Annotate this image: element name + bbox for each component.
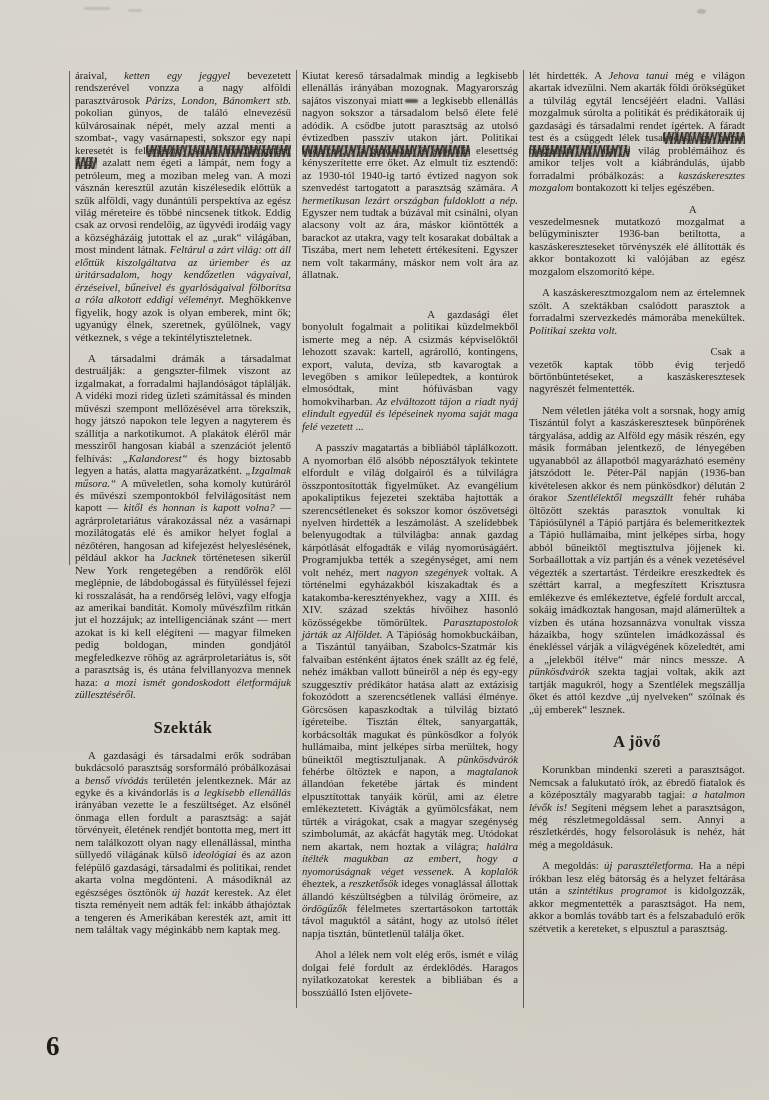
emphasis-text: koplalók — [480, 865, 519, 878]
paragraph: A kaszáskeresztmozgalom nem az értelemnek szólt. A szektákban csalódott parasztok a forradalmi szervezkedés mámorába menekültek. Politikai szekta volt. — [529, 287, 745, 337]
paragraph: áraival, ketten egy jeggyel bevezetett rendszerével vonzza a nagy alföldi parasztvárosok Párizs, London, Bánomkert stb. pokolian gúnyos, de találó elnevezésű külvárosainak népét, mely azzal menti a szombat-, vagy vasárnapesti, sokszor egy napi keresetét is felemésztő családi mozilátogatást, hogy azalatt nem égeti a lámpát, nem fogy a petróleum, meg a moziban meleg van. A mozi vásznán keresztül azután kiszélesedik előttük a szűk alföldi, vagy dunántúli perspektíva az egész világ méreteire és többé nincsenek titkok. Eddig csak az orvosi rendelőig, az ügyvédi irodáig vagy a községházáig jutottak el az „urak“ világában, most mindent látnak. Feltárul a zárt világ: ott áll előttük kiszolgáltatva az úriember és az úritársadalom, hogy kendőzetlen vágyaival, érzéseivel, bűneivel és gyarlóságaival fölborítsa a róla alkotott eddigi véleményt. Meghökkenve figyelik, hogy azok is olyan emberek, mint ők; ugyanúgy élnek, szeretnek, gyűlölnek, vagy vétkeznek, s vége a tekintélytiszteletnek. — [75, 70, 291, 344]
emphasis-text: pünkösdvárók — [529, 666, 590, 679]
paragraph: A megoldás: új parasztéletforma. Ha a népi írókban lesz elég bátorság és a helyzet feltárása után a szintétikus programot is kidolgozzák, akkor megmentették a parasztságot. Ha nem, akkor a bomlás tovább tart és a felszabaduló erők szétvetik a kereteket, s elpusztul a parasztság. — [529, 860, 745, 935]
section-heading: A jövő — [613, 732, 661, 752]
emphasis-text: ketten egy jeggyel — [124, 70, 231, 82]
emphasis-text: nagyon szegények — [386, 566, 468, 579]
paragraph: Ahol a lélek nem volt elég erős, ismét e világ dolgai felé fordult az érdeklődés. Haragos nyilatkozatokat kerestek a bibliában és a bosszúálló Isten eljövete- — [302, 949, 518, 999]
emphasis-text: Parasztapostolok járták az Alföldet. — [302, 616, 518, 642]
paragraph: A veszedelmesnek mutatkozó mozgalmat a belügyminiszter 1936-ban betiltotta, a kaszáskereszteseket törvényszék elé állították és akkor bontakozott ki valójában az egész mozgalom elszomorító képe. — [529, 203, 745, 278]
scan-speckle — [128, 9, 142, 12]
emphasis-text: Párizs, London, Bánomkert stb. — [145, 94, 291, 107]
section-heading: Szekták — [153, 717, 213, 737]
emphasis-text: ideológiai — [192, 849, 237, 862]
emphasis-text: Szentlélektől megszállt — [567, 492, 673, 505]
page-content — [75, 70, 745, 1008]
paragraph: Nem véletlen játéka volt a sorsnak, hogy amíg Tiszántúl folyt a kaszáskeresztesek bűnpörének tárgyalása, addig az Alföld egy másik részén, egy másik formában jelentkező, de lényegében ugyanabból az állapotból magyarázható esemény játszódott le. Péter-Pál napján (1936-ban kivételesen akkor és nem pünkösdkor) délután 2 órakor Szentlélektől megszállt fehér ruhába öltözött szektás parasztok vonultak ki Tápiósülynél a Tápió partjára és belemerítkeztek a Tápió hullámaiba, mint jelképes sírba, hogy abból bűneiktől megtisztulva jöjjenek ki. Sorbaállottak a víz partján és a vének vezetésével végezték a szertartást. Térdeikre ereszkedtek és széttárt karral, a megfeszített Krisztusra emlékezve és emlékeztetve, égfelé fordult arccal, sokáig imádkoztak hangosan, majd alámerültek a vízben és utána hozsannázva vonultak vissza házaikba, hogy szűntelen imádkozással és énekléssel várják a világvégének közeledtét, ami a „jelekből ítélve“ már nincs messze. A pünkösdvárók szekta tagjai voltak, akik azt tartják magukról, hogy a Szentlélek megszállja őket és attól kezdve „új nyelveken“ szólnak és „új emberek“ lesznek. — [529, 404, 745, 716]
emphasis-text: reszketősök — [348, 878, 399, 891]
emphasis-text: A hermetikusan lezárt országban fuldoklott a nép. — [302, 182, 518, 207]
text-column-1 — [75, 70, 291, 1008]
pencil-scribble: kodása így hamar megtalálta az utat e — [529, 132, 746, 157]
emphasis-text: a hatalmon lévők is! — [529, 789, 745, 814]
emphasis-text: benső vívódás — [84, 774, 149, 787]
paragraph: lét hirdették. A Jehova tanui még e világon akartak idvezülni. Nem akarták földi örökségüket a túlvilág egytál lencséjéért eladni. Vallási mozgalmuk súrolta a politikát és prédikátoraik új gazdasági és társadalmi rendet ígértek. A fáradt test és a csüggedt lélek tusakodása így hamar megtalálta az utat e világ problémáihoz és amikor teljes volt a kiábrándulás, újabb forradalmi próbálkozás: a kaszáskeresztes mozgalom bontakozott ki teljes egészében. — [529, 70, 746, 195]
pencil-scribble: kudarcok, s a gazdasági és szociális — [302, 144, 471, 157]
emphasis-text: kitől és honnan is kapott volna? — [123, 502, 275, 515]
emphasis-text: Jehova tanui — [608, 70, 669, 82]
emphasis-text: kaszáskeresztes mozgalom — [529, 169, 745, 195]
emphasis-text: Az elváltozott tájon a riadt nyáj elindult egyedül és lépéseinek nyoma saját maga felé vezetett ... — [302, 395, 518, 433]
scan-speckle — [84, 7, 110, 10]
emphasis-text: szintétikus programot — [568, 885, 667, 898]
emphasis-text: Politikai szekta volt. — [529, 324, 618, 337]
emphasis-text: Jacknek — [161, 552, 197, 565]
pencil-scribble: emésztő családi mozilátogatást, hogy — [75, 144, 291, 170]
emphasis-text: halálra ítélték magukban az embert, hogy a nyomorúságnak véget vessenek. — [302, 840, 518, 878]
emphasis-text: „Kalandorest“ — [122, 452, 188, 465]
paragraph: A passzív magatartás a bibliából táplálkozott. A nyomorban élő alsóbb néposztályok tekintete elfordult e világ dolgairól és a túlvilágra összpontosították figyelmüket. Az evangélium apokaliptikus fejezetei szektába hajtották a szerencsétleneket és sokszor komor ószövetségi nyelven hirdették a leszámolást. A szelídebbek belenyugodtak a túlvilágba: annak gazdag kárpótlását elfogadták e világ nyomorúságáért. Programjukba tették a szegénységet, ami nem volt nehéz, mert nagyon szegények voltak. A történelmi egyházakból kiszakadtak és a katakomba-keresztényekhez, vagy a XIII. és XIV. század szektás hívőihez hasonló közösségekbe tömörültek. Parasztapostolok járták az Alföldet. A Tápióság homokbuckáiban, a Tiszántúl tanyáiban, Szabolcs-Szatmár kis falvaiban esténként ájtatos ének szállt az ég felé, nehéz imákban vallott bűneiről a nép és egy-egy szuggesztív prédikátor hatása alatt az extázisig fokozódott a szerencsétlenek vallási élménye. Görcsösen kapaszkodtak a túlvilág biztató ígéreteibe. Tisztán éltek, sanyargatták, korbácsolták magukat és pünkösdkor a folyók hullámaiba, mint jelképes sírba merültek, hogy bűneiktől megtisztuljanak. A pünkösdvárók fehérbe öltöztek e napon, a magtalanok állandóan feketébe jártak és mindent elpusztítottak tanyáik körül, ami az életre emlékeztetett. Kivágták a gyümölcsfákat, nem tűrték a virágokat, csak a magyar szegénység szimbolumát, az akácfát hagyták meg. Utódokat nem akartak, nem hoztak a világra; halálra ítélték magukban az embert, hogy a nyomorúságnak véget vessenek. A koplalók éheztek, a reszketősök ideges vonaglással állottak állandó készültségben a túlvilág örömeire, az ördögűzők félelmetes szertartásokon tartották távol maguktól a sátánt, hogy az utolsó ítélet napja tisztán, büntetlenül találja őket. — [302, 442, 519, 940]
page-number: 6 — [46, 1031, 61, 1061]
emphasis-text: új parasztéletforma. — [603, 860, 694, 873]
paragraph: Csak a vezetők kaptak több évig terjedő börtönbüntetéseket, a kaszáskeresztesek nagyrészét felmentették. — [529, 346, 745, 396]
emphasis-text: magtalanok — [467, 766, 518, 779]
emphasis-text: Feltárul a zárt világ: ott áll előttük kiszolgáltatva az úriember és az úritársadalom, hogy kendőzetlen vágyaival, érzéseivel, bűneivel és gyarlóságaival fölborítsa a róla alkotott eddigi véleményt. — [75, 244, 291, 307]
text-column-2 — [296, 70, 518, 1008]
emphasis-text: új hazát — [171, 886, 209, 899]
scan-speckle — [697, 9, 706, 14]
paragraph: A gazdasági élet bonyolult fogalmait a politikai küzdelmekből ismerte meg a nép. A csizmás képviselőktől lehozott szavak: kartell, agrárolló, kontingens, export, valuta, devíza, stb kavarogtak a levegőben s amikor leülepedtek, a kontúrok elmosódtak, mint hófúvásban vagy homokviharban. Az elváltozott tájon a riadt nyáj elindult egyedül és lépéseinek nyoma saját maga felé vezetett ... — [302, 308, 518, 433]
paragraph: A társadalmi drámák a társadalmat destruálják: a gengszter-filmek viszont az izgalmakat, a forradalmi hajlandóságot táplálják. A vidéki mozi rideg üzleti számítással és minden művészi szempont mellőzésével arra törekszik, hogy játszó napokon tele legyen a nagyterem és szállítja a narkotikumot. A plakátok éléről már messziről hangosan kiabál a szenzációt jelentő felhívás: „Kalandorest“ és hogy biztosabb legyen a hatás, alatta magyarázatként. „Izgalmak műsora.“ A műveletlen, soha komoly kutúráról és művészi szempontokból felvilágosítást nem kapott — kitől és honnan is kapott volna? — agrárproletariátus várakozással néz a vasárnapi mozilátogatás elé és amikor helyet foglal a nézőtéren, hangosan ad kifejezést helyeslésének, például akkor ha Jacknek történetesen sikerül New York rengetegében a rendőrök elől meglépnie, de lábdobogással és fütyüléssel fejezi ki rosszalását, ha a rendőrség lelövi, vagy elfogja az amerikai banditát. Komoly művészfilm ritkán jut el hozzájuk; az intelligenciának szánt — mert azokat is ki kell elégíteni — magyar filmeken pedig boldogan, minden gondjától megfeledkezve röhög az agrárproletariátus is, sőt a parasztság is, és utána felvillanyozva mennek haza: a mozi ismét gondoskodott életformájuk züllesztéséről. — [75, 352, 291, 702]
emphasis-text: pünkösdvárók — [457, 753, 518, 766]
ink-smudge — [405, 99, 418, 103]
emphasis-text: ördögűzők — [302, 903, 348, 915]
paragraph: Korunkban mindenki szereti a parasztságot. Nemcsak a falukutató írók, az ébredő fiatalok és a középosztály magyarabb tagjai: a hatalmon lévők is! Segíteni mégsem lehet a parasztságon, még részletmegoldással sem. Annyi a részletkérdés, hogy felsorolásuk is nehéz, hát még a megoldásuk. — [529, 764, 745, 851]
scan-rule-left — [69, 71, 70, 565]
text-column-3 — [523, 70, 745, 1008]
emphasis-text: „Izgalmak műsora.“ — [75, 465, 291, 490]
emphasis-text: a legkisebb ellenállás — [194, 787, 292, 800]
paragraph: A gazdasági és társadalmi erők sodrában bukdácsoló parasztság sorsformáló próbálkozásai a benső vívódás területén jelentkeznek. Már az egyke és a kivándorlás is a legkisebb ellenállás irányában vezette le a feszültséget. Az elsőnél önmaga ellen fordult a parasztság: a saját törvényeit, életének rendjét bontotta meg, mert itt nem találkozott olyan nagy ellenállással, mintha süllyedő világának külső ideológiai és az azon felépülő gazdasági, társadalmi és politikai, rendet akarta volna megdönteni. A másodiknál az egészséges ösztönök új hazát kerestek. Az élet tiszta reményeit nem adták fel: inkább áthajóztak a tengeren és Amerikában keresték azt, amit itt nem találtak vagy méginkább nem kaptak meg. — [75, 749, 292, 936]
emphasis-text: a mozi ismét gondoskodott életformájuk züllesztéséről. — [75, 676, 291, 702]
paragraph: Kiutat kereső társadalmak mindig a legkisebb ellenállás irányában mozognak. Magyarország sajátos viszonyai miatt a legkisebb ellenállás nagyon sokszor a társadalom belső élete felé adódik. A csődbe jutott parasztság az utolsó évtizedben passzív utakon járt. Politikai kudarcok, s a gazdasági és szociális elesettség kényszerítette erre őket. Az elmult tíz esztendő: az 1930-tól 1940-ig tartó évtized nagyon sok szenvedést tartogatott a parasztság számára. A hermetikusan lezárt országban fuldoklott a nép. Egyszer nem tudtak a búzával mit csinálni, olyan alacsony volt az ára, máskor kiöntötték a barackot az utakra, vagy telt kosarakat dobáltak a Tiszába, mert nem lehetett értékesíteni. Egyszer nem volt takarmány, máskor nem volt ára az állatnak. — [302, 70, 518, 282]
